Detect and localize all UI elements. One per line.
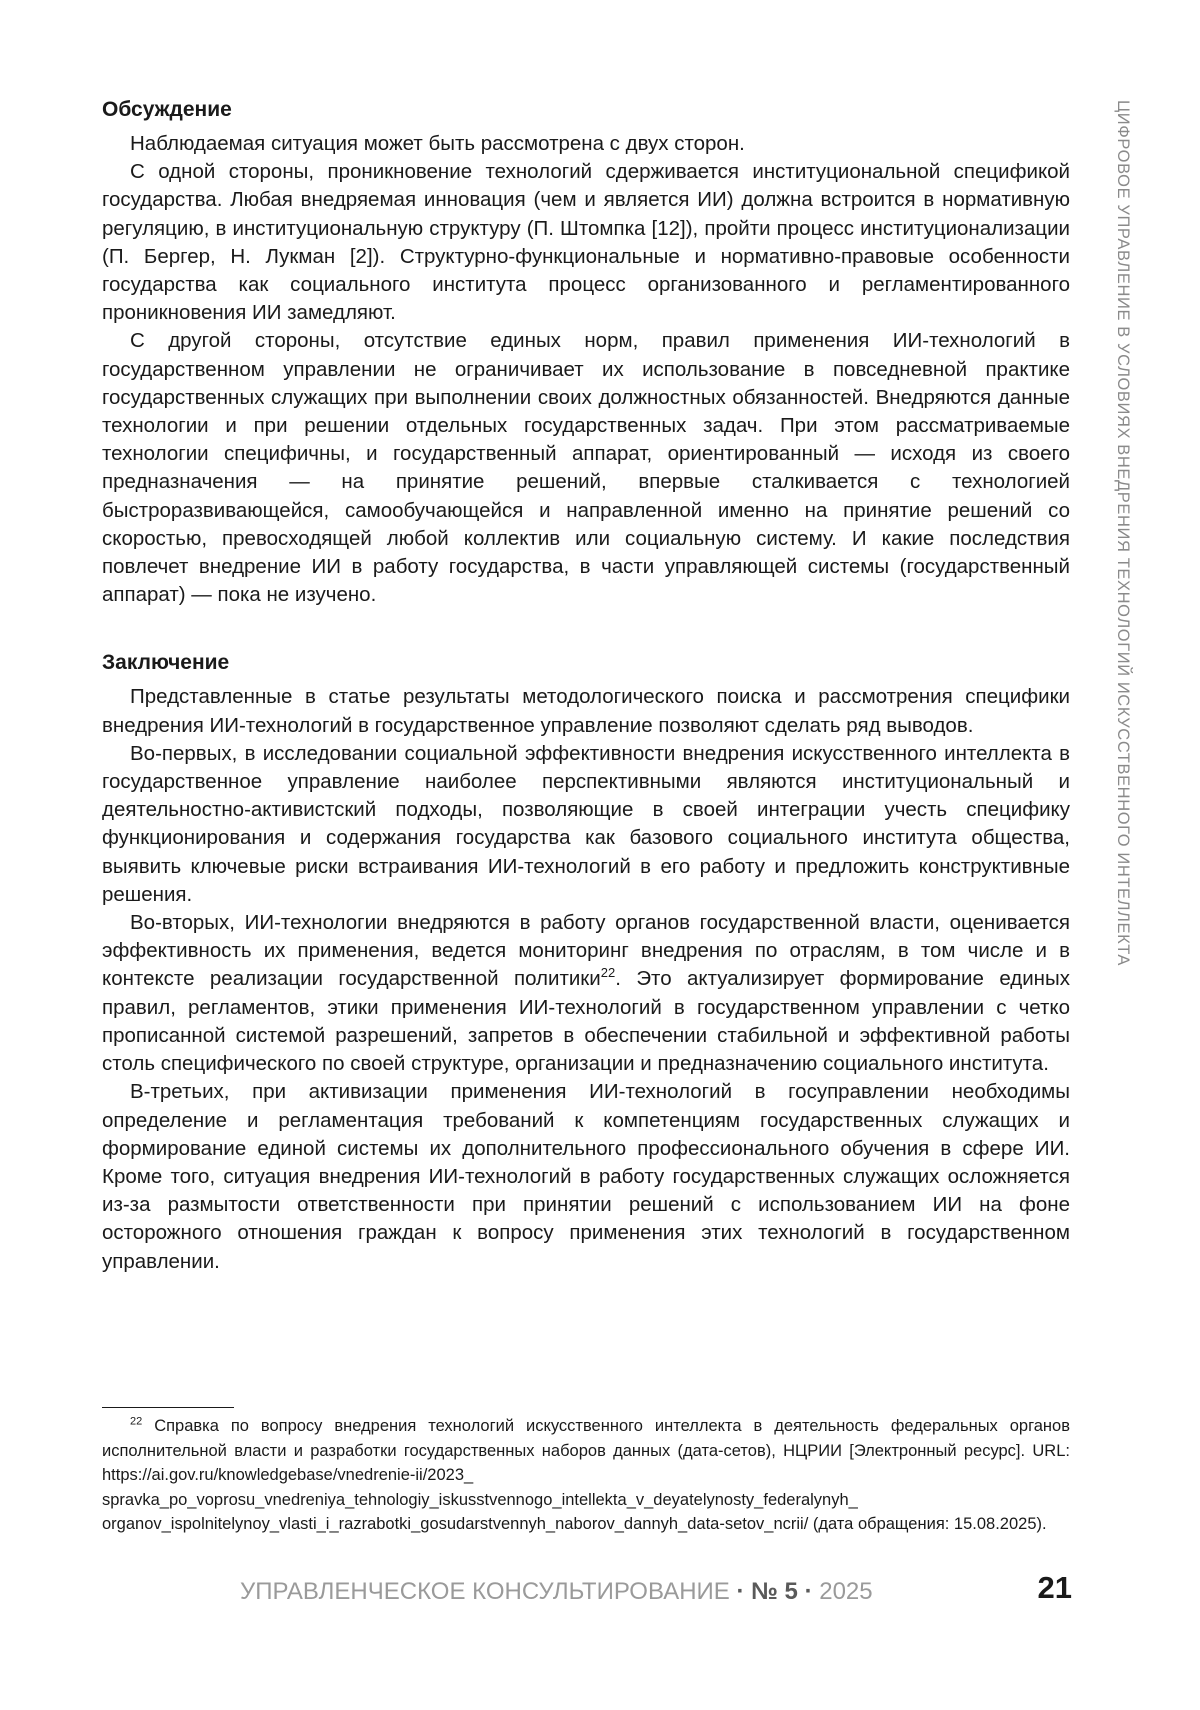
paragraph: В-третьих, при активизации применения ИИ-технологий в госуправлении необхо­димы определение и регламентация требований к компетенциям государственных служащих и формирование единой системы их дополнительного профессионального обучения в сфере ИИ. Кроме того, ситуация внедрения ИИ-технологий в работу государственных служащих осложняется из-за размытости ответственности при принятии решений с использованием ИИ на фоне осторожного отношения граждан к вопросу применения этих технологий в государственном управлении. bbox=[102, 1078, 1070, 1275]
footnote bbox=[102, 1414, 1070, 1537]
journal-footer bbox=[240, 1578, 880, 1606]
paragraph: Во-первых, в исследовании социальной эффективности внедрения искусственно­го интеллекта в государственное управление наиболее перспективными являются институциональный и деятельностно-активистский подходы, позволяющие в своей интеграции учесть специфику функционирования и содержания государства как базового социального института общества, выявить ключевые риски встраивания ИИ-технологий в его работу и предложить конструктивные решения. bbox=[102, 740, 1070, 909]
paragraph: С одной стороны, проникновение технологий сдерживается институциональной спецификой государства. Любая внедряемая инновация (чем и является ИИ) должна встроится в нормативную регуляцию, в институциональную структуру (П. Штомпка [12]), пройти процесс институционализации (П. Бергер, Н. Лукман [2]). Структурно-функцио­нальные и нормативно-правовые особенности государства как социального института процесс организованного и регламентированного проникновения ИИ замедляют. bbox=[102, 158, 1070, 327]
footnote-text: Справка по вопросу внедрения технологий искусственного интеллекта в деятельность фе­деральных органов исполнительной власти и разработки государственных наборов данных (да­та-сетов), НЦРИИ [Электронный ресурс]. URL: https://ai.gov.ru/knowledgebase/vnedrenie-ii/2023_ spravka_po_voprosu_vnedreniya_tehnologiy_iskusstvennogo_intellekta_v_deyatelynosty_federalynyh_ organov_ispolnitelynoy_vlasti_i_razrabotki_gosudarstvennyh_naborov_dannyh_data-setov_ncrii/ (дата обращения: 15.08.2025). bbox=[102, 1417, 1070, 1533]
journal-title: УПРАВЛЕНЧЕСКОЕ КОНСУЛЬТИРОВАНИЕ bbox=[240, 1578, 730, 1605]
heading-conclusion: Заключение bbox=[102, 649, 1070, 677]
paragraph: С другой стороны, отсутствие единых норм, правил применения ИИ-технологий в государственном управлении не ограничивает их использование в повседневной практике государственных служащих при выполнении своих должностных обязан­ностей. Внедряются данные технологии и при решении отдельных государственных задач. При этом рассматриваемые технологии специфичны, и государственный аппа­рат, ориентированный — исходя из своего предназначения — на принятие решений, впервые сталкивается с технологией быстроразвивающейся, самообучающейся и направленной именно на принятие решений со скоростью, превосходящей любой коллектив или социальную систему. И какие последствия повлечет внедрение ИИ в работу государства, в части управляющей системы (государственный аппарат) — пока не изучено. bbox=[102, 327, 1070, 609]
main-text bbox=[102, 96, 1070, 1276]
footnote-divider bbox=[102, 1407, 234, 1408]
paragraph: Представленные в статье результаты методологического поиска и рассмотрения специфики внедрения ИИ-технологий в государственное управление позволяют сделать ряд выводов. bbox=[102, 683, 1070, 739]
year: 2025 bbox=[819, 1578, 872, 1605]
paragraph-text: . Это актуализирует формирование единых правил, регламентов, этики применения ИИ-технологий в государственном управлении с четко прописанной системой разрешений, запретов в обеспечении стабильной и эффективной работы столь специфического по своей структуре, организации и предназначению социального института. bbox=[102, 967, 1070, 1075]
paragraph: Наблюдаемая ситуация может быть рассмотрена с двух сторон. bbox=[102, 130, 1070, 158]
issue-number: · № 5 · bbox=[730, 1578, 819, 1605]
page-number: 21 bbox=[1038, 1570, 1072, 1606]
running-header: ЦИФРОВОЕ УПРАВЛЕНИЕ В УСЛОВИЯХ ВНЕДРЕНИЯ ТЕХНОЛОГИЙ ИСКУССТВЕННОГО ИНТЕЛЛЕКТА bbox=[1108, 100, 1138, 1140]
paragraph-text: Во-вторых, ИИ-технологии внедряются в работу органов государственной власти, оценивается эффективность их применения, ведется мониторинг внедрения по от­раслям, в том числе и в контексте реализации государственной политики bbox=[102, 911, 1070, 990]
footnote-number: 22 bbox=[130, 1416, 142, 1428]
paragraph bbox=[102, 909, 1070, 1078]
footnote-reference[interactable]: 22 bbox=[601, 966, 615, 981]
heading-discussion: Обсуждение bbox=[102, 96, 1070, 124]
